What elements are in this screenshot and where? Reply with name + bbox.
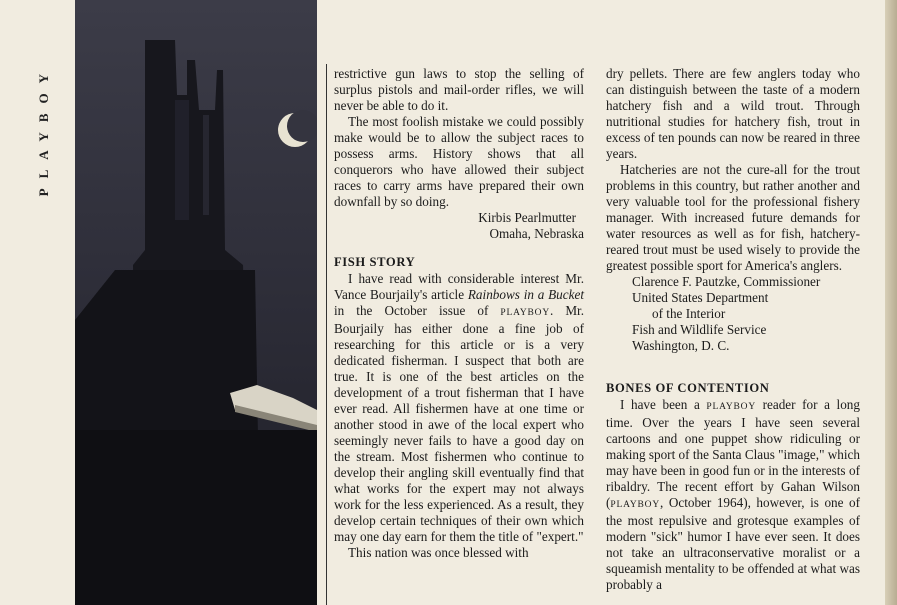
- signature-line: of the Interior: [652, 306, 726, 321]
- letter-paragraph: The most foolish mistake we could possibly make would be to allow the subject races to possess arms. History shows that all conquerors who have allowed their subject races to carry arms have prepared their own downfall by so doing.: [334, 114, 584, 209]
- magazine-name: PLAYBOY: [706, 402, 756, 412]
- column-right: [606, 66, 860, 593]
- night-castle-photo: [75, 0, 317, 605]
- article-title: Rainbows in a Bucket: [467, 287, 585, 302]
- letter-text: dry pellets. There are few anglers today who can distinguish between the taste of a modern hatchery fish and a wild trout. Through nutritional studies for hatchery fish, trout in excess of ten pounds can now be reared in three years.: [606, 66, 860, 161]
- text-run: . Mr. Bourjaily has either done a fine job of researching for this article or is a very dedicated fisherman. I suspect that both are true. It is one of the best articles on the development of a trout fisherman that I have ever read. All fishermen have at one time or another stood in awe of the local expert who seemingly never fails to have a good day on the stream. Most fishermen who continue to develop their angling skill eventually find that what works for the expert may not always work for the less experienced. As a result, they develop certain techniques of their own which may one day earn for them the title of "expert.": [334, 303, 585, 544]
- margin-label: PLAYBOY: [36, 64, 51, 197]
- magazine-name: PLAYBOY: [610, 500, 660, 510]
- spacer: [606, 354, 860, 368]
- text-run: in the October issue of: [334, 303, 501, 318]
- text-run: , October 1964), however, is one of the most repulsive and grotesque examples of modern "sick" humor I have ever seen. It does not take an ultraconservative moralist or a squeamish mentality to be offended at what was probably a: [606, 495, 860, 592]
- text-run: reader for a long time. Over the years I have seen several cartoons and one puppet show ridiculing or making sport of the Santa Claus "image," which may have been in good fun or in the interests of ribaldry. The recent effort by Gahan Wilson (: [606, 397, 860, 510]
- letter-text: restrictive gun laws to stop the selling of surplus pistols and mail-order rifles, we will never be able to do it.: [334, 66, 584, 113]
- letter-paragraph: Hatcheries are not the cure-all for the trout problems in this country, but rather another and very valuable tool for the professional fishery manager. With increased future demands for water resources as well as for fish, hatchery-reared trout must be used wisely to provide the greatest possible sport for America's anglers.: [606, 162, 860, 273]
- photo-illustration: [75, 0, 317, 605]
- signature-line: Washington, D. C.: [632, 338, 730, 353]
- section-heading-bones: BONES OF CONTENTION: [606, 381, 770, 395]
- signature-name: Kirbis Pearlmutter: [478, 210, 576, 225]
- signature-line: United States Department: [632, 290, 769, 305]
- letter-paragraph-fish: [334, 271, 584, 545]
- signature-place: Omaha, Nebraska: [489, 226, 584, 241]
- signature-line: Clarence F. Pautzke, Commissioner: [632, 274, 821, 289]
- page-edge: [885, 0, 897, 605]
- letter-paragraph: This nation was once blessed with: [348, 545, 529, 560]
- column-left: [334, 66, 584, 561]
- column-rule: [326, 64, 327, 605]
- text-run: I have read with considerable interest Mr. Vance Bourjaily's article: [334, 271, 584, 302]
- section-heading-fish-story: FISH STORY: [334, 255, 416, 269]
- signature-line: Fish and Wildlife Service: [632, 322, 767, 337]
- letter-paragraph-bones: [606, 397, 860, 593]
- text-run: I have been a: [620, 397, 707, 412]
- magazine-name: PLAYBOY: [500, 308, 550, 318]
